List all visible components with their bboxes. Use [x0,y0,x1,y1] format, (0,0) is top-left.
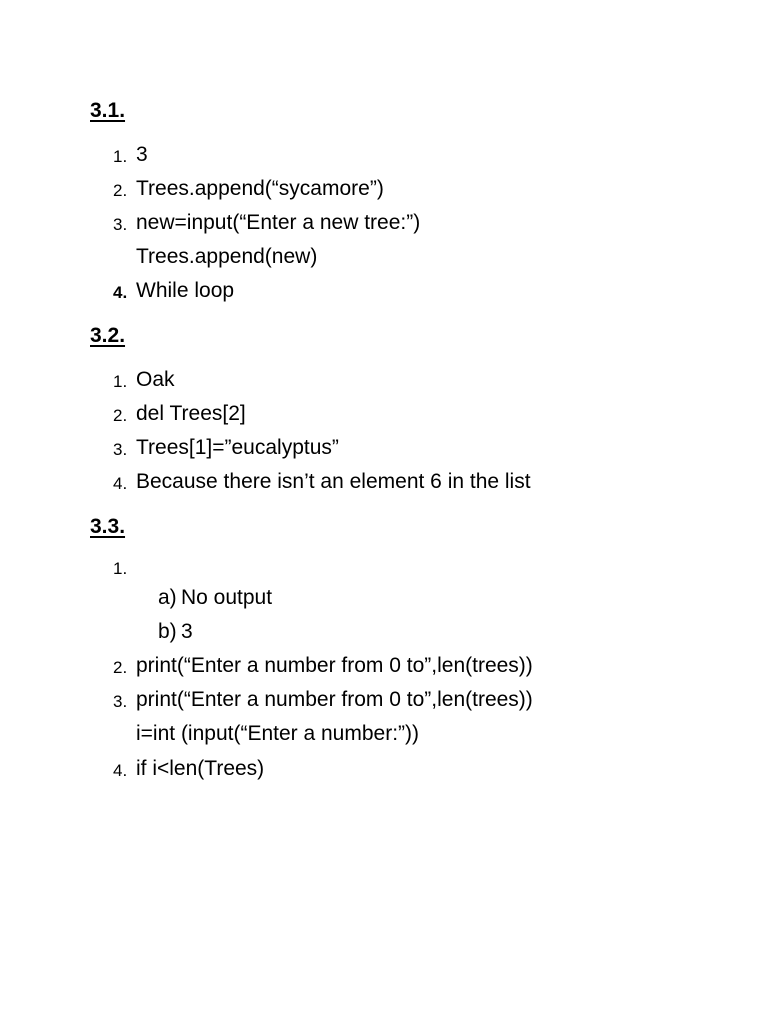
answer-line: new=input(“Enter a new tree:”) [136,211,421,234]
list-number: 2. [113,181,128,200]
sub-item-text: 3 [181,620,193,643]
answer-line: if i<len(Trees) [136,757,265,780]
answer-line: del Trees[2] [136,402,246,425]
answer-line-continuation: i=int (input(“Enter a number:”)) [136,722,420,745]
list-number: 1. [113,559,128,578]
section-heading-3-1: 3.1. [90,99,126,122]
answer-line: Trees.append(“sycamore”) [136,177,384,200]
sub-item-letter: a) [158,586,177,609]
list-number: 3. [113,215,128,234]
list-number: 3. [113,692,128,711]
answer-line: While loop [136,279,235,302]
answer-line: 3 [136,143,148,166]
list-number: 4. [113,474,128,493]
section-heading-3-3: 3.3. [90,515,126,538]
section-heading-3-2: 3.2. [90,324,126,347]
list-number: 2. [113,406,128,425]
list-number: 4. [113,761,128,780]
answer-line: print(“Enter a number from 0 to”,len(trees)) [136,688,533,711]
sub-item-text: No output [181,586,273,609]
list-number: 4. [113,283,128,302]
answer-line-continuation: Trees.append(new) [136,245,318,268]
answer-line: Trees[1]=”eucalyptus” [136,436,339,459]
list-number: 3. [113,440,128,459]
answer-line: Oak [136,368,175,391]
answer-line: Because there isn’t an element 6 in the list [136,470,531,493]
list-number: 2. [113,658,128,677]
answer-line: print(“Enter a number from 0 to”,len(trees)) [136,654,533,677]
sub-item-letter: b) [158,620,177,643]
list-number: 1. [113,372,128,391]
list-number: 1. [113,147,128,166]
